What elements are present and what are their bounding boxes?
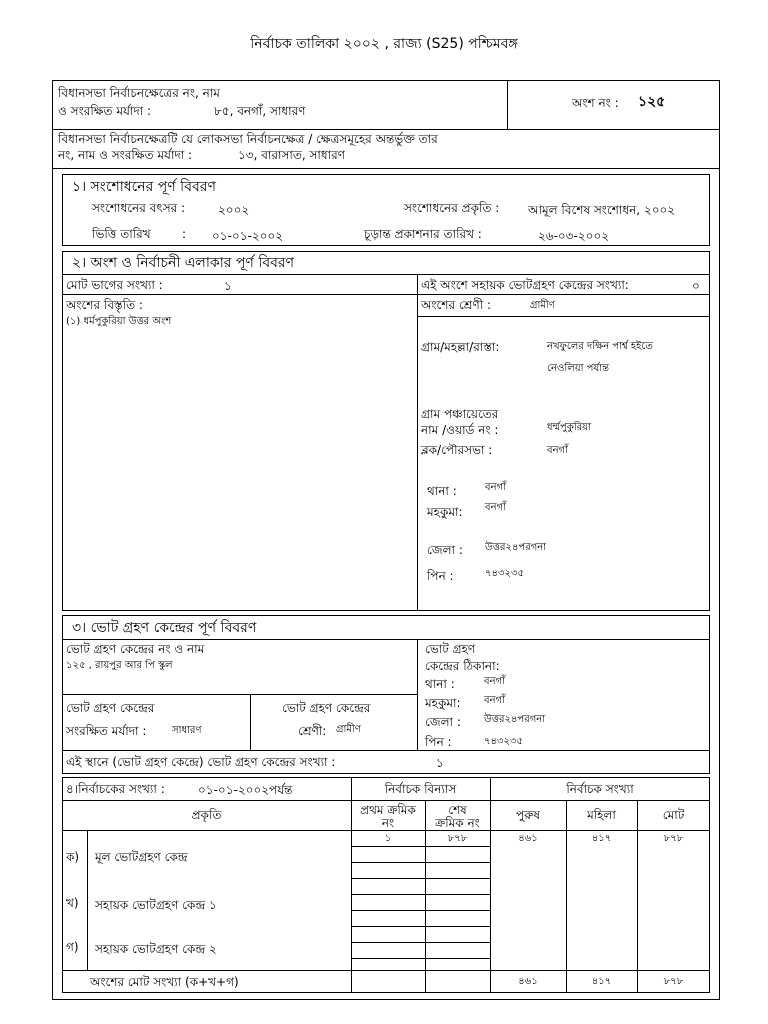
page-title: নির্বাচক তালিকা ২০০২ , রাজ্য (S25) পশ্চিমবঙ্গ [250,36,518,52]
thana-value: বনগাঁ [485,482,506,493]
ps-address-label: ভোট গ্রহণ [425,642,476,656]
ac-label: বিধানসভা নির্বাচনক্ষেত্রের নং, নাম [58,86,220,100]
ps-reservation-value: সাধারণ [172,725,202,736]
col-total: মোট [662,808,685,822]
rev-year-label: সংশোধনের বৎসর : [92,201,186,215]
thana-label: থানা : [427,484,457,498]
category-label: অংশের শ্রেণী : [421,298,492,312]
row-name: মূল ভোটগ্রহণ কেন্দ্র [95,850,188,864]
stations-here-value: ১ [436,756,444,770]
section2-heading: ২। অংশ ও নির্বাচনী এলাকার পূর্ণ বিবরণ [72,255,295,271]
row-first-serial: ১ [384,833,392,844]
count-header: নির্বাচক সংখ্যা [566,782,634,796]
col-first-serial: প্রথম ক্রমিক [360,803,416,817]
block-value: বনগাঁ [547,445,568,456]
section4-heading: ৪।নির্বাচকের সংখ্যা : [66,782,165,796]
pc-value: ১৩, বারাসাত, সাধারণ [238,148,345,162]
ps-category-value: গ্রামীণ [336,724,361,735]
total-sections-value: ১ [224,279,232,293]
total-female: ৪১৭ [591,976,612,987]
pc-label-2: নং, নাম ও সংরক্ষিত মর্যাদা : [58,148,193,162]
row-name: সহায়ক ভোটগ্রহণ কেন্দ্র ১ [95,898,217,912]
pin-label: পিন : [427,569,454,583]
gp-label-2: নাম /ওয়ার্ড নং : [421,423,499,437]
base-date-label: ভিত্তি তারিখ [92,227,151,241]
arrangement-header: নির্বাচক বিন্যাস [384,782,457,796]
ps-pin-label: পিন : [425,735,452,749]
gp-value: ধর্ম্মপুকুরিয়া [547,422,591,433]
row-mark: ক) [66,850,80,864]
total-male: ৪৬১ [518,976,538,987]
ps-pin-value: ৭৪৩২৩৫ [484,736,523,747]
pub-date-label: চূড়ান্ত প্রকাশনার তারিখ : [364,227,482,241]
part-label: অংশ নং : [572,96,619,110]
total-row-label: অংশের মোট সংখ্যা (ক+খ+গ) [90,975,239,989]
col-last-serial-2: ক্রমিক নং [435,816,480,830]
subdiv-value: বনগাঁ [485,502,506,513]
stations-here-label: এই স্থানে (ভোট গ্রহণ কেন্দ্রে) ভোট গ্রহণ কেন্দ্রের সংখ্যা : [66,755,336,769]
row-total: ৮৭৮ [663,833,684,844]
col-male: পুরুষ [516,808,540,822]
ps-thana-value: বনগাঁ [484,676,505,687]
block-label: ব্লক/পৌরসভা : [421,443,493,457]
village-label: গ্রাম/মহল্লা/রাস্তা: [421,340,500,354]
row-mark: খ) [66,896,79,910]
subdiv-label: মহকুমা: [427,505,463,519]
extent-label: অংশের বিস্তৃতি : [66,298,143,312]
rev-type-label: সংশোধনের প্রকৃতি : [404,201,500,215]
pc-label: বিধানসভা নির্বাচনক্ষেত্রটি যে লোকসভা নির্বাচনক্ষেত্র / ক্ষেত্রসমূহের অন্তর্ভুক্ত তার [58,132,438,146]
ac-value: ৮৫, বনগাঁ, সাধারণ [214,104,306,118]
rev-type-value: আমূল বিশেষ সংশোধন, ২০০২ [528,203,676,217]
row-female: ৪১৭ [591,833,612,844]
part-value: ১২৫ [638,94,666,110]
ps-no-name-label: ভোট গ্রহণ কেন্দ্রের নং ও নাম [66,642,205,656]
ps-category-label: ভোট গ্রহণ কেন্দ্রের [282,701,371,715]
row-mark: গ) [66,940,79,954]
category-value: গ্রামীণ [530,300,555,311]
pub-date-value: ২৬-০৩-২০০২ [538,229,610,243]
gp-label: গ্রাম পঞ্চায়েতের [421,407,499,421]
row-male: ৪৬১ [518,833,538,844]
ps-no-name-value: ১২৫ , রায়পুর আর পি স্কুল [66,660,173,671]
section1-heading: ১। সংশোধনের পূর্ণ বিবরণ [72,179,216,195]
total-sections-label: মোট ভাগের সংখ্যা : [66,278,163,292]
rev-year-value: ২০০২ [218,203,250,217]
section2-box [62,251,710,611]
ps-address-label-2: কেন্দ্রের ঠিকানা: [425,659,500,673]
extent-item: (১) ধর্মপুকুরিয়া উত্তর অংশ [66,316,172,327]
ps-district-label: জেলা : [425,715,461,729]
ps-category-label-2: শ্রেণী: [298,724,327,738]
base-date-value: ০১-০১-২০০২ [212,229,284,243]
ps-reservation-label: ভোট গ্রহণ কেন্দ্রের [66,701,155,715]
ps-district-value: উত্তর২৪পরগনা [484,714,546,725]
col-female: মহিলা [587,808,616,822]
district-label: জেলা : [427,543,463,557]
ps-thana-label: থানা : [425,677,455,691]
col-first-serial-2: নং [381,816,395,830]
col-nature: প্রকৃতি [191,808,222,822]
ps-reservation-label-2: সংরক্ষিত মর্যাদা : [66,724,147,738]
row-last-serial: ৮৭৮ [447,833,468,844]
ps-subdiv-label: মহকুমা: [425,696,461,710]
row-name: সহায়ক ভোটগ্রহণ কেন্দ্র ২ [95,942,217,956]
district-value: উত্তর২৪পরগনা [485,542,547,553]
section3-heading: ৩। ভোট গ্রহণ কেন্দ্রের পূর্ণ বিবরণ [72,620,257,636]
village-value: নখফুলের দক্ষিন পার্শ্ব হইতে [547,341,653,352]
village-value-2: নেওলিয়া পর্যান্ত [547,363,610,374]
pin-value: ৭৪৩২৩৫ [485,568,524,579]
col-last-serial: শেষ [448,803,467,817]
aux-stations-value: ০ [692,279,700,293]
ps-subdiv-value: বনগাঁ [484,695,505,706]
base-date-colon: : [182,227,187,241]
ac-label-2: ও সংরক্ষিত মর্যাদা : [58,104,152,118]
section4-date: ০১-০১-২০০২পর্যন্ত [198,783,293,797]
aux-stations-label: এই অংশে সহায়ক ভোটগ্রহণ কেন্দ্রের সংখ্যা: [421,278,629,292]
total-total: ৮৭৮ [663,976,684,987]
